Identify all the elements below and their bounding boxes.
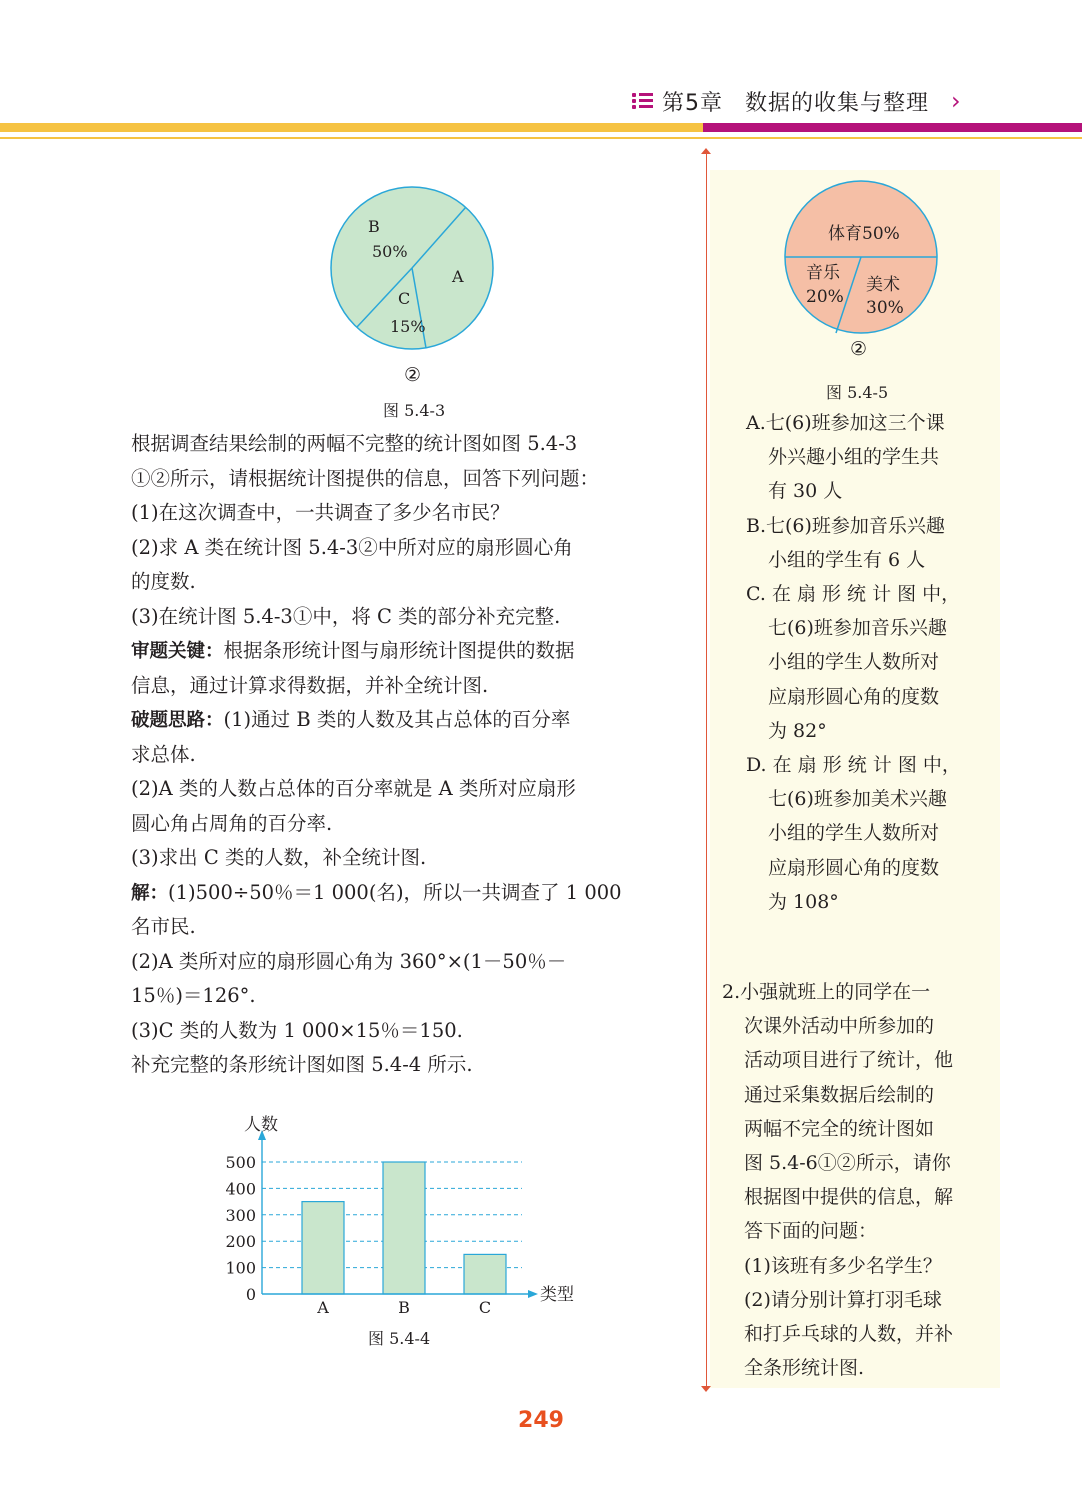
pie2-label-sports: 体育50% [828, 224, 900, 244]
side-text-line: 次课外活动中所参加的 [744, 1015, 935, 1038]
main-text-line [131, 945, 566, 979]
y-tick-label: 100 [225, 1258, 256, 1278]
main-text-line [131, 427, 577, 461]
line-text: 的度数. [131, 570, 196, 593]
y-tick-label: 500 [225, 1153, 256, 1172]
line-text: 15％)＝126°. [131, 984, 256, 1007]
main-text-line [131, 531, 573, 565]
side-text-line: C. 在 扇 形 统 计 图 中， [746, 583, 961, 605]
chapter-number: 第5章 [662, 90, 723, 116]
main-text-line [131, 634, 575, 669]
side-text-line: 为 108° [768, 890, 839, 913]
line-text: ①②所示，请根据统计图提供的信息，回答下列问题： [131, 466, 600, 490]
line-text: 补充完整的条形统计图如图 5.4-4 所示. [131, 1053, 473, 1076]
side-text-line: 小组的学生有 6 人 [768, 548, 926, 571]
pie2-label-art-pct: 30% [866, 298, 904, 318]
side-text-line: (1)该班有多少名学生？ [744, 1254, 942, 1277]
line-text: (3)在统计图 5.4-3①中，将 C 类的部分补充完整. [131, 604, 561, 628]
pie1-label-b-pct: 50% [372, 242, 408, 261]
main-text-line [131, 841, 426, 875]
side-text-line: B.七(6)班参加音乐兴趣 [746, 514, 945, 537]
chapter-header [632, 84, 961, 118]
side-text-line: 为 82° [768, 719, 827, 742]
x-tick-label: B [398, 1298, 410, 1317]
main-text-line [131, 1014, 463, 1048]
side-text-line: 外兴趣小组的学生共 [768, 446, 940, 469]
pie1-label-c-pct: 15% [390, 317, 426, 336]
side-text-line: D. 在 扇 形 统 计 图 中， [746, 754, 961, 776]
y-tick-label: 0 [245, 1285, 256, 1304]
y-axis-label: 人数 [244, 1115, 278, 1135]
y-tick-label: 200 [225, 1232, 256, 1252]
pie1-label-c: C [398, 289, 411, 308]
section-label: 破题思路： [131, 710, 224, 731]
main-text-line [131, 772, 576, 806]
pie2-caption: 图 5.4-5 [826, 383, 889, 402]
bar-chart-5-4-4 [210, 1110, 590, 1320]
section-label: 审题关键： [131, 641, 224, 662]
line-text: (1)500÷50％＝1 000(名)，所以一共调查了 1 000 [168, 880, 622, 904]
side-text-line: 有 30 人 [768, 480, 843, 503]
side-text-line: 和打乒乓球的人数，并补 [744, 1323, 954, 1345]
main-text-line [131, 600, 560, 634]
header-bar-yellow [0, 123, 703, 132]
pie1-caption: 图 5.4-3 [383, 401, 446, 420]
main-text-line [131, 807, 332, 841]
page-number: 249 [518, 1408, 564, 1433]
side-text-line: 七(6)班参加美术兴趣 [768, 788, 947, 811]
pie2-label-music-pct: 20% [806, 287, 844, 307]
main-text-line [131, 462, 599, 496]
line-text: (2)求 A 类在统计图 5.4-3②中所对应的扇形圆心角 [131, 535, 573, 559]
pie1-label-a: A [452, 267, 464, 286]
side-text-line: 两幅不完全的统计图如 [744, 1117, 935, 1140]
divider-arrow-up-icon [701, 148, 711, 154]
divider-arrow-down-icon [701, 1386, 711, 1392]
side-text-line: 小组的学生人数所对 [768, 822, 940, 845]
line-text: (3)C 类的人数为 1 000×15％＝150. [131, 1018, 463, 1042]
header-bar-magenta [703, 123, 1082, 132]
line-text: 信息，通过计算求得数据，并补全统计图. [131, 673, 489, 697]
bar [383, 1162, 425, 1294]
side-text-line: 答下面的问题： [744, 1220, 878, 1243]
side-text-line: 通过采集数据后绘制的 [744, 1083, 935, 1106]
line-text: (2)A 类的人数占总体的百分率就是 A 类所对应扇形 [131, 777, 576, 800]
header-underline [0, 137, 1082, 139]
main-text-line [131, 496, 510, 530]
side-text-line: 活动项目进行了统计，他 [744, 1049, 954, 1072]
main-text-line [131, 669, 488, 703]
side-text-line: 应扇形圆心角的度数 [768, 685, 940, 708]
section-label: 解： [131, 882, 169, 904]
y-tick-label: 400 [225, 1179, 256, 1199]
main-text-line [131, 979, 256, 1013]
y-tick-label: 300 [225, 1205, 256, 1225]
main-text-line [131, 910, 196, 944]
x-axis-arrow-icon [528, 1290, 538, 1298]
side-text-line: 小组的学生人数所对 [768, 651, 940, 674]
bar-chart-caption: 图 5.4-4 [368, 1329, 431, 1348]
x-axis-label: 类型 [540, 1285, 574, 1305]
pie2-label-art: 美术 [866, 275, 900, 295]
line-text: (1)通过 B 类的人数及其占总体的百分率 [223, 708, 571, 731]
bar [302, 1202, 344, 1294]
pie-chart-5-4-3 [320, 172, 506, 358]
pie1-circled-number: ② [404, 364, 422, 386]
side-text-line: 七(6)班参加音乐兴趣 [768, 617, 947, 640]
side-text-line: 图 5.4-6①②所示，请你 [744, 1152, 951, 1174]
list-icon [632, 92, 654, 110]
side-text-line: 2.小强就班上的同学在一 [722, 981, 931, 1003]
chapter-title: 数据的收集与整理 [745, 90, 930, 116]
line-text: 求总体. [131, 742, 196, 766]
side-text-line: 全条形统计图. [744, 1357, 865, 1380]
line-text: 名市民. [131, 915, 196, 938]
main-text-line [131, 738, 196, 772]
line-text: (1)在这次调查中，一共调查了多少名市民？ [131, 501, 510, 524]
side-text-line: 应扇形圆心角的度数 [768, 856, 940, 879]
line-text: 根据条形统计图与扇形统计图提供的数据 [223, 639, 575, 662]
pie2-circled-number: ② [850, 338, 868, 360]
x-tick-label: C [478, 1298, 492, 1317]
pie-chart-5-4-5 [780, 176, 942, 338]
pie1-label-b: B [368, 217, 380, 236]
main-text-line [131, 703, 570, 738]
main-text-line [131, 1048, 473, 1082]
line-text: (2)A 类所对应的扇形圆心角为 360°×(1－50％－ [131, 949, 567, 973]
side-text-line: (2)请分别计算打羽毛球 [744, 1288, 942, 1311]
chevron-right-icon[interactable]: › [951, 87, 961, 115]
line-text: 圆心角占周角的百分率. [131, 811, 333, 835]
line-text: (3)求出 C 类的人数，补全统计图. [131, 846, 427, 869]
main-text-line [131, 876, 622, 911]
side-column-divider [706, 154, 707, 1386]
line-text: 根据调查结果绘制的两幅不完整的统计图如图 5.4-3 [131, 432, 578, 455]
pie2-label-music: 音乐 [806, 263, 840, 283]
x-tick-label: A [317, 1298, 329, 1317]
bar [464, 1254, 506, 1294]
side-text-line: 根据图中提供的信息，解 [744, 1186, 954, 1209]
main-text-line [131, 565, 196, 599]
side-text-line: A.七(6)班参加这三个课 [746, 412, 945, 434]
